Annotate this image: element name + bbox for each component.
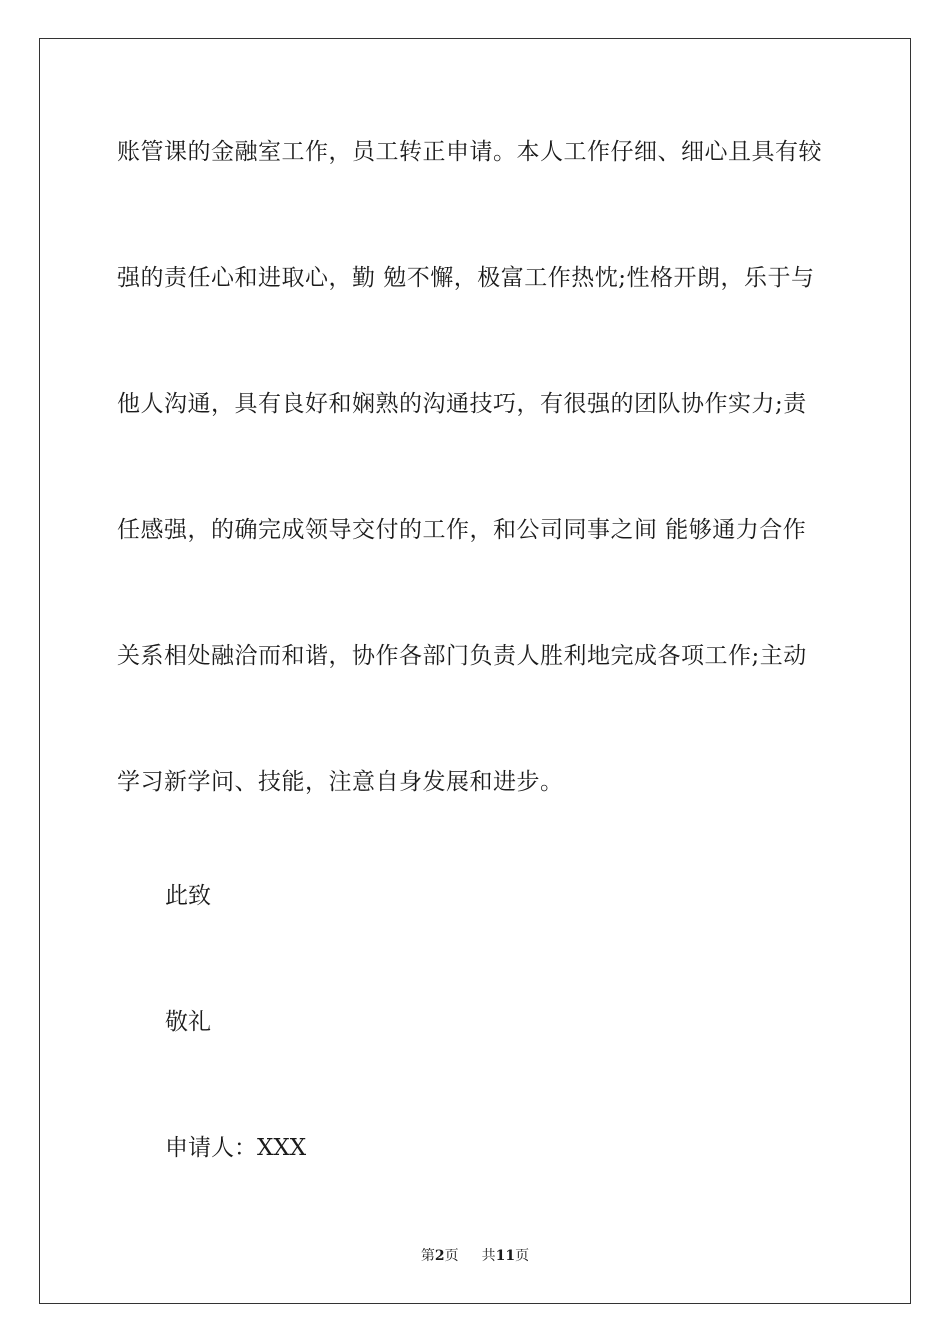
page-footer [0,1247,950,1265]
applicant-signature: 申请人：XXX [165,1135,307,1161]
page-suffix: 页 [444,1248,459,1264]
page-prefix: 第 [420,1248,435,1264]
body-text-line-1: 账管课的金融室工作，员工转正申请。本人工作仔细、细心且具有较 [117,139,822,165]
body-text-line-2: 强的责任心和进取心，勤 勉不懈，极富工作热忱;性格开朗，乐于与 [117,265,815,291]
body-text-line-4: 任感强，的确完成领导交付的工作，和公司同事之间 能够通力合作 [117,517,807,543]
body-text-line-6: 学习新学问、技能，注意自身发展和进步。 [117,769,564,795]
closing-regards: 敬礼 [165,1009,211,1035]
body-text-line-5: 关系相处融洽而和谐，协作各部门负责人胜利地完成各项工作;主动 [117,643,807,669]
page-number: 2 [434,1248,445,1264]
closing-salutation: 此致 [165,883,211,909]
body-text-line-3: 他人沟通，具有良好和娴熟的沟通技巧，有很强的团队协作实力;责 [117,391,807,417]
total-suffix: 页 [515,1248,530,1264]
total-pages: 11 [495,1248,516,1264]
total-prefix: 共 [481,1248,496,1264]
page-border [39,38,911,1304]
